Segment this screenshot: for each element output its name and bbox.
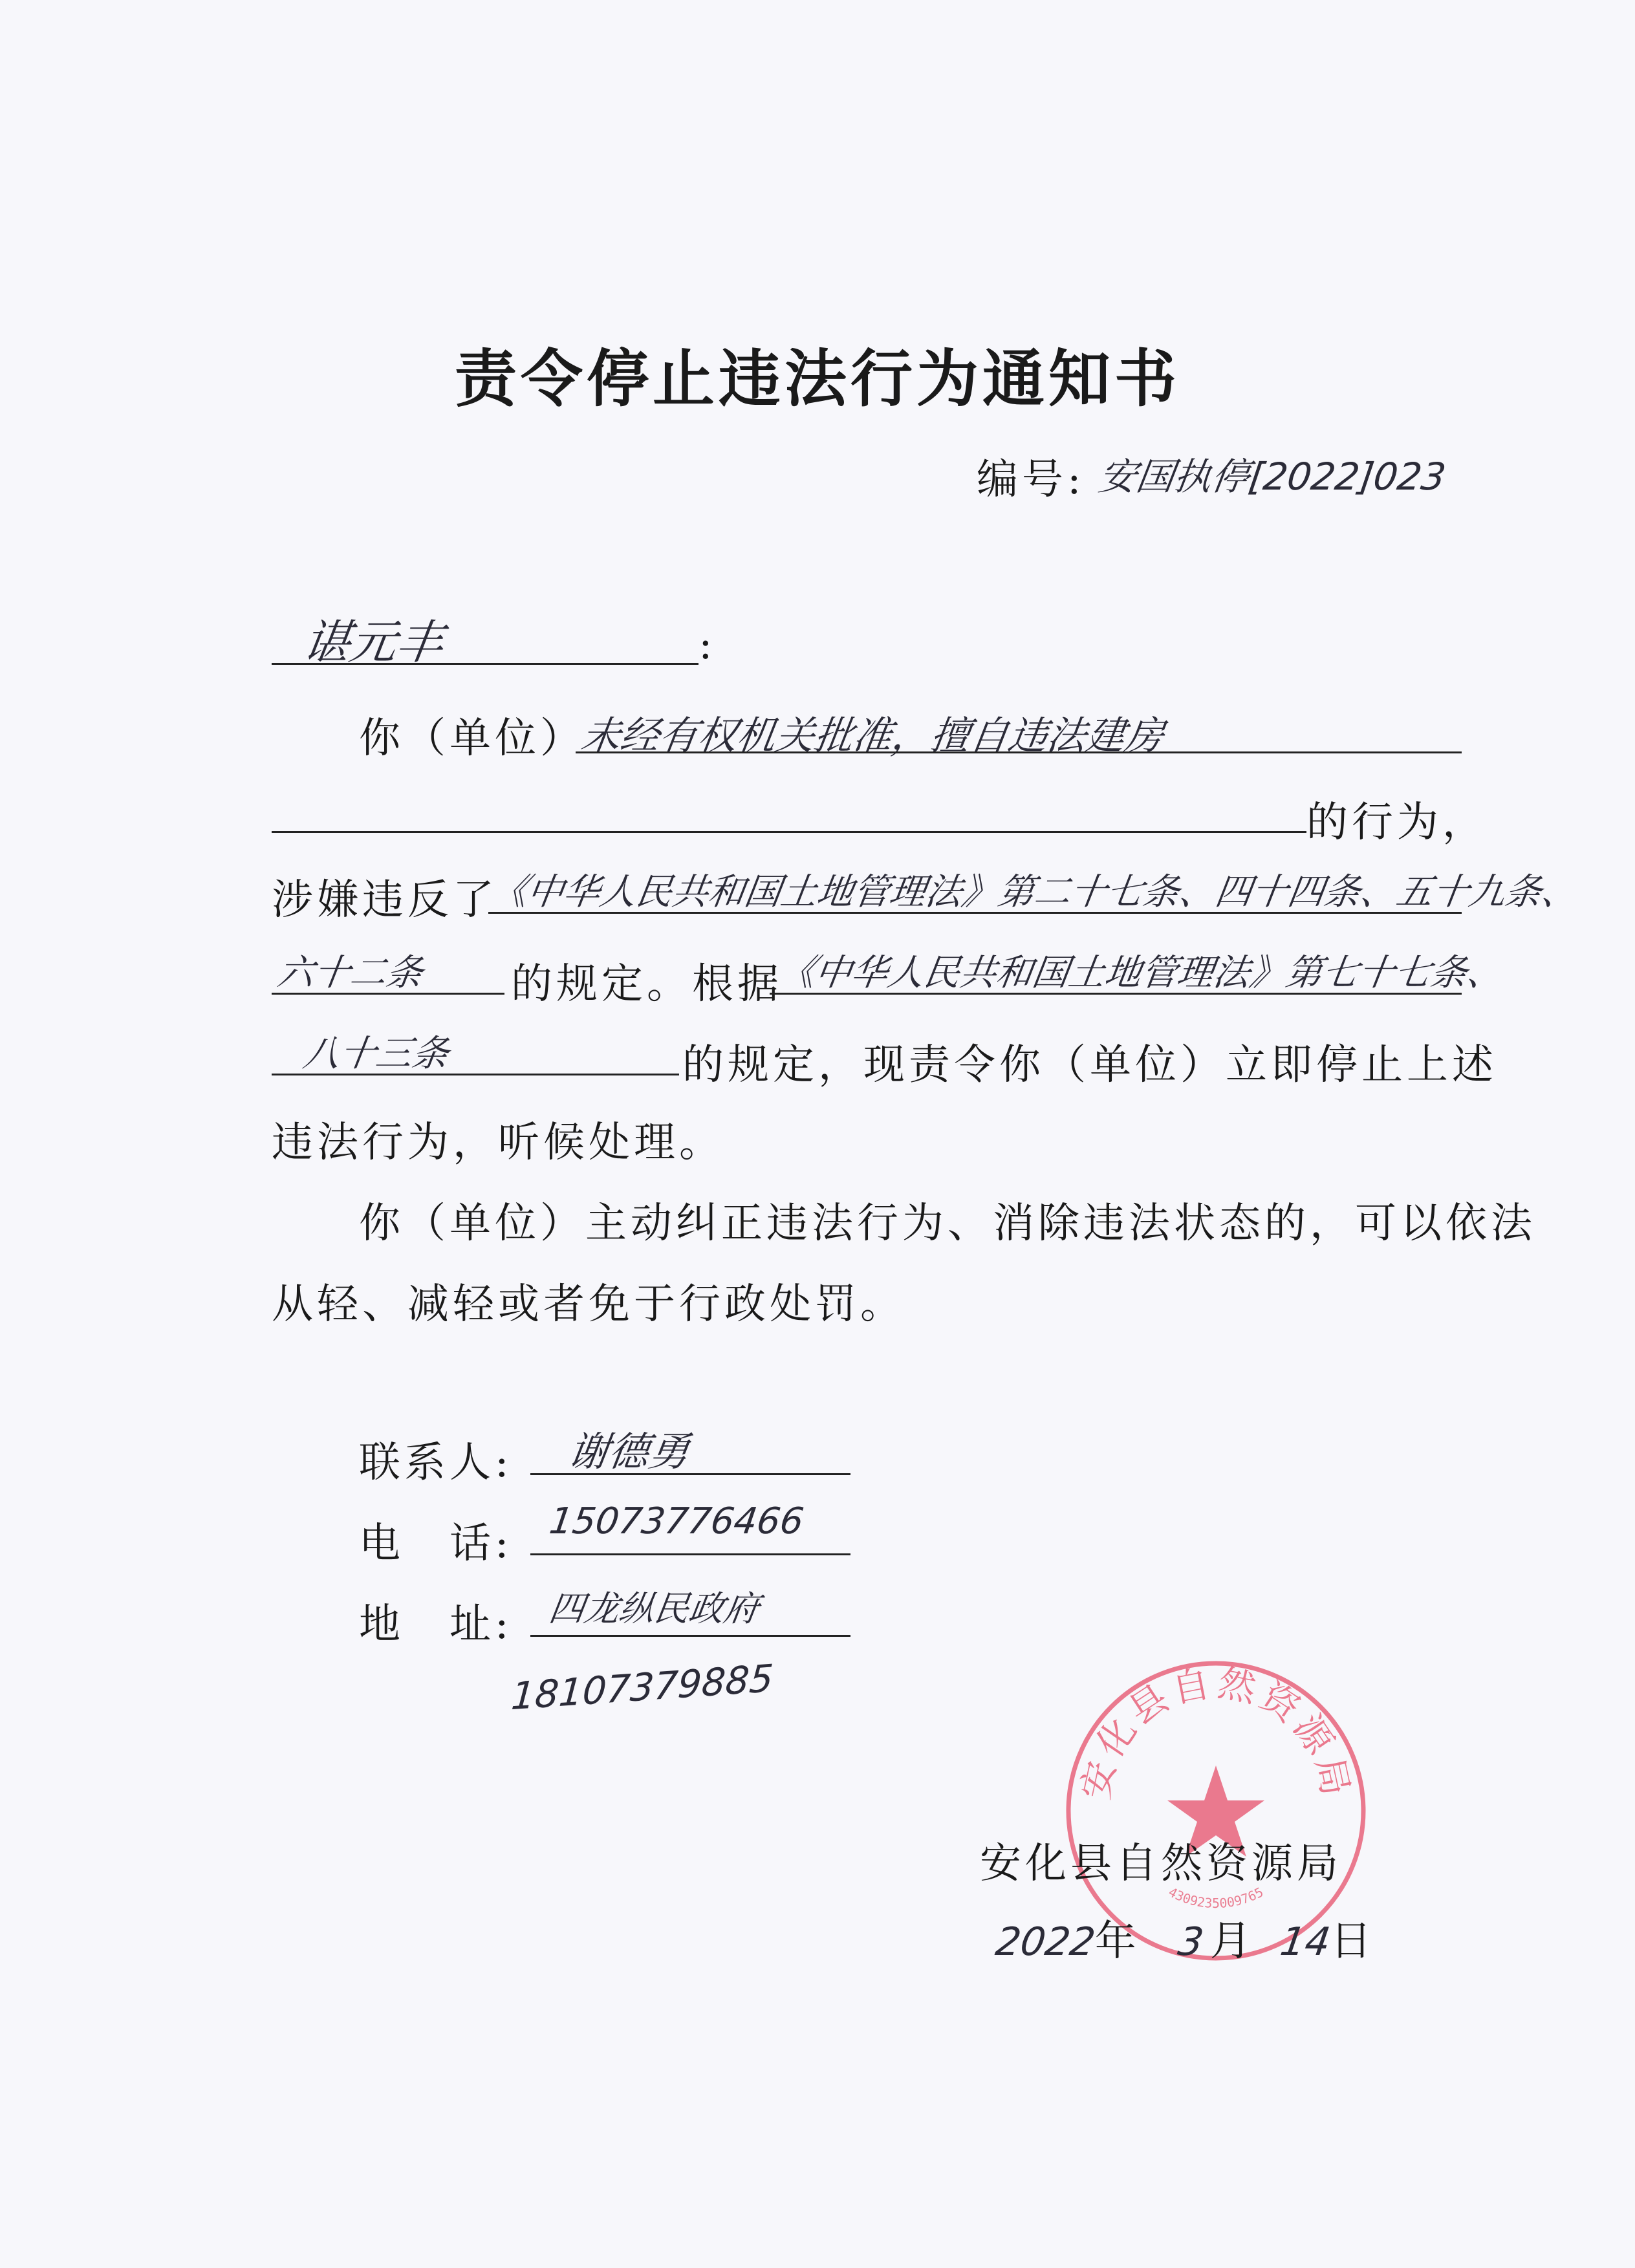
provision-suffix: 的规定。根据: [511, 960, 783, 1008]
para2-line1: 你（单位）主动纠正违法行为、消除违法状态的，可以依法: [359, 1200, 1536, 1247]
conduct-underline: [576, 751, 1462, 753]
contact-phone-underline: [530, 1553, 850, 1555]
basis-law-underline: [770, 993, 1462, 995]
contact-address-label: 地 址:: [359, 1601, 513, 1648]
contact-person-value: 谢德勇: [565, 1428, 693, 1475]
number-value: 安国执停[2022]023: [1096, 455, 1449, 499]
violated-law-cont-underline: [272, 993, 504, 995]
seal-text: 安化县自然资源局: [1073, 1660, 1359, 1804]
para1-conduct: 未经有权机关批准，擅自违法建房: [578, 713, 1167, 759]
issue-date: [993, 1908, 1376, 1967]
document-title: 责令停止违法行为通知书: [455, 343, 1180, 415]
contact-address-underline: [530, 1635, 850, 1637]
violate-prefix: 涉嫌违反了: [272, 876, 498, 924]
para1-suffix: 的行为，: [1306, 799, 1488, 847]
issue-month-suffix: 月: [1209, 1917, 1255, 1965]
para1-lead: 你（单位）: [359, 715, 585, 762]
violated-law-underline: [488, 912, 1462, 914]
contact-person-underline: [530, 1473, 850, 1475]
recipient-underline: [272, 663, 698, 665]
issue-day: 14: [1277, 1919, 1334, 1965]
issue-year-suffix: 年: [1094, 1917, 1140, 1965]
contact-phone-label: 电 话:: [359, 1520, 513, 1568]
order-text-2: 违法行为，听候处理。: [272, 1119, 724, 1167]
basis-law-cont-underline: [272, 1074, 679, 1075]
issuer-org: 安化县自然资源局: [980, 1840, 1342, 1888]
conduct-underline-2: [272, 831, 1306, 833]
seal-code: 4309235009765: [1165, 1884, 1266, 1911]
number-label: 编号:: [977, 456, 1085, 504]
basis-law-cont: 八十三条: [300, 1033, 451, 1075]
violated-law-cont: 六十二条: [274, 952, 426, 994]
contact-phone-value: 15073776466: [547, 1500, 807, 1542]
contact-extra-phone: 18107379885: [510, 1656, 775, 1719]
order-text: 的规定，现责令你（单位）立即停止上述: [682, 1041, 1497, 1089]
contact-address-value: 四龙纵民政府: [547, 1588, 762, 1629]
contact-person-label: 联系人:: [359, 1439, 513, 1487]
issue-month: 3: [1175, 1919, 1207, 1965]
basis-law: 《中华人民共和国土地管理法》第七十七条、: [775, 952, 1506, 994]
violated-law: 《中华人民共和国土地管理法》第二十七条、四十四条、五十九条、: [488, 871, 1581, 913]
recipient-name: 谌元丰: [299, 615, 448, 669]
para2-line2: 从轻、减轻或者免于行政处罚。: [272, 1280, 905, 1328]
recipient-colon: :: [698, 621, 717, 669]
issue-day-suffix: 日: [1330, 1917, 1376, 1965]
issue-year: 2022: [993, 1919, 1098, 1965]
